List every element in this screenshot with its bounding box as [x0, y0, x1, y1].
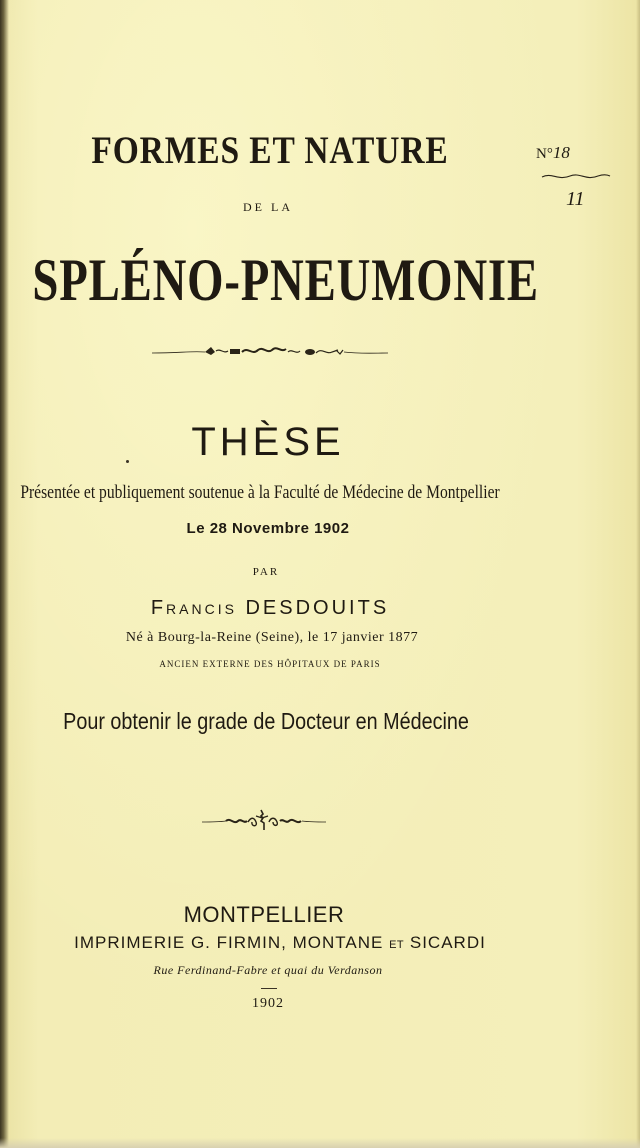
imprint-address: Rue Ferdinand-Fabre et quai du Verdanson: [153, 963, 383, 977]
catalog-number-prefix: N°: [536, 146, 553, 162]
decorative-rule-ornament: [150, 342, 390, 362]
page-bottom-edge: [0, 1138, 640, 1148]
printer-conjunction: ET: [389, 939, 405, 951]
title-connector: DE LA: [243, 200, 293, 214]
presentation-line: Présentée et publiquement soutenue à la Faculté de Médecine de Montpellier: [20, 482, 500, 503]
page-right-edge: [636, 0, 640, 1148]
printer-name-part2: SICARDI: [409, 933, 486, 952]
defense-date: Le 28 Novembre 1902: [186, 520, 350, 537]
separator-dash: [261, 988, 277, 989]
catalog-number: [536, 143, 570, 163]
author-position: ANCIEN EXTERNE DES HÔPITAUX DE PARIS: [159, 659, 381, 669]
fleuron-ornament: [200, 808, 328, 832]
author-name: Francis DESDOUITS: [150, 597, 390, 619]
title-line-1: FORMES ET NATURE: [91, 129, 449, 172]
degree-purpose: Pour obtenir le grade de Docteur en Médecine: [63, 708, 469, 734]
by-label: PAR: [252, 566, 280, 578]
imprint-year: 1902: [252, 996, 284, 1011]
catalog-number-value: 18: [552, 143, 570, 162]
volume-number-handwritten: 11: [566, 188, 585, 210]
imprint-printer: [0, 933, 600, 953]
imprint-city: MONTPELLIER: [183, 902, 345, 927]
printer-name-part1: IMPRIMERIE G. FIRMIN, MONTANE: [74, 933, 384, 952]
author-birth: Né à Bourg-la-Reine (Seine), le 17 janvier 1877: [125, 630, 419, 645]
title-line-2: SPLÉNO-PNEUMONIE: [32, 247, 539, 313]
catalog-underline-flourish: [540, 168, 612, 184]
document-type: THÈSE: [191, 420, 345, 464]
